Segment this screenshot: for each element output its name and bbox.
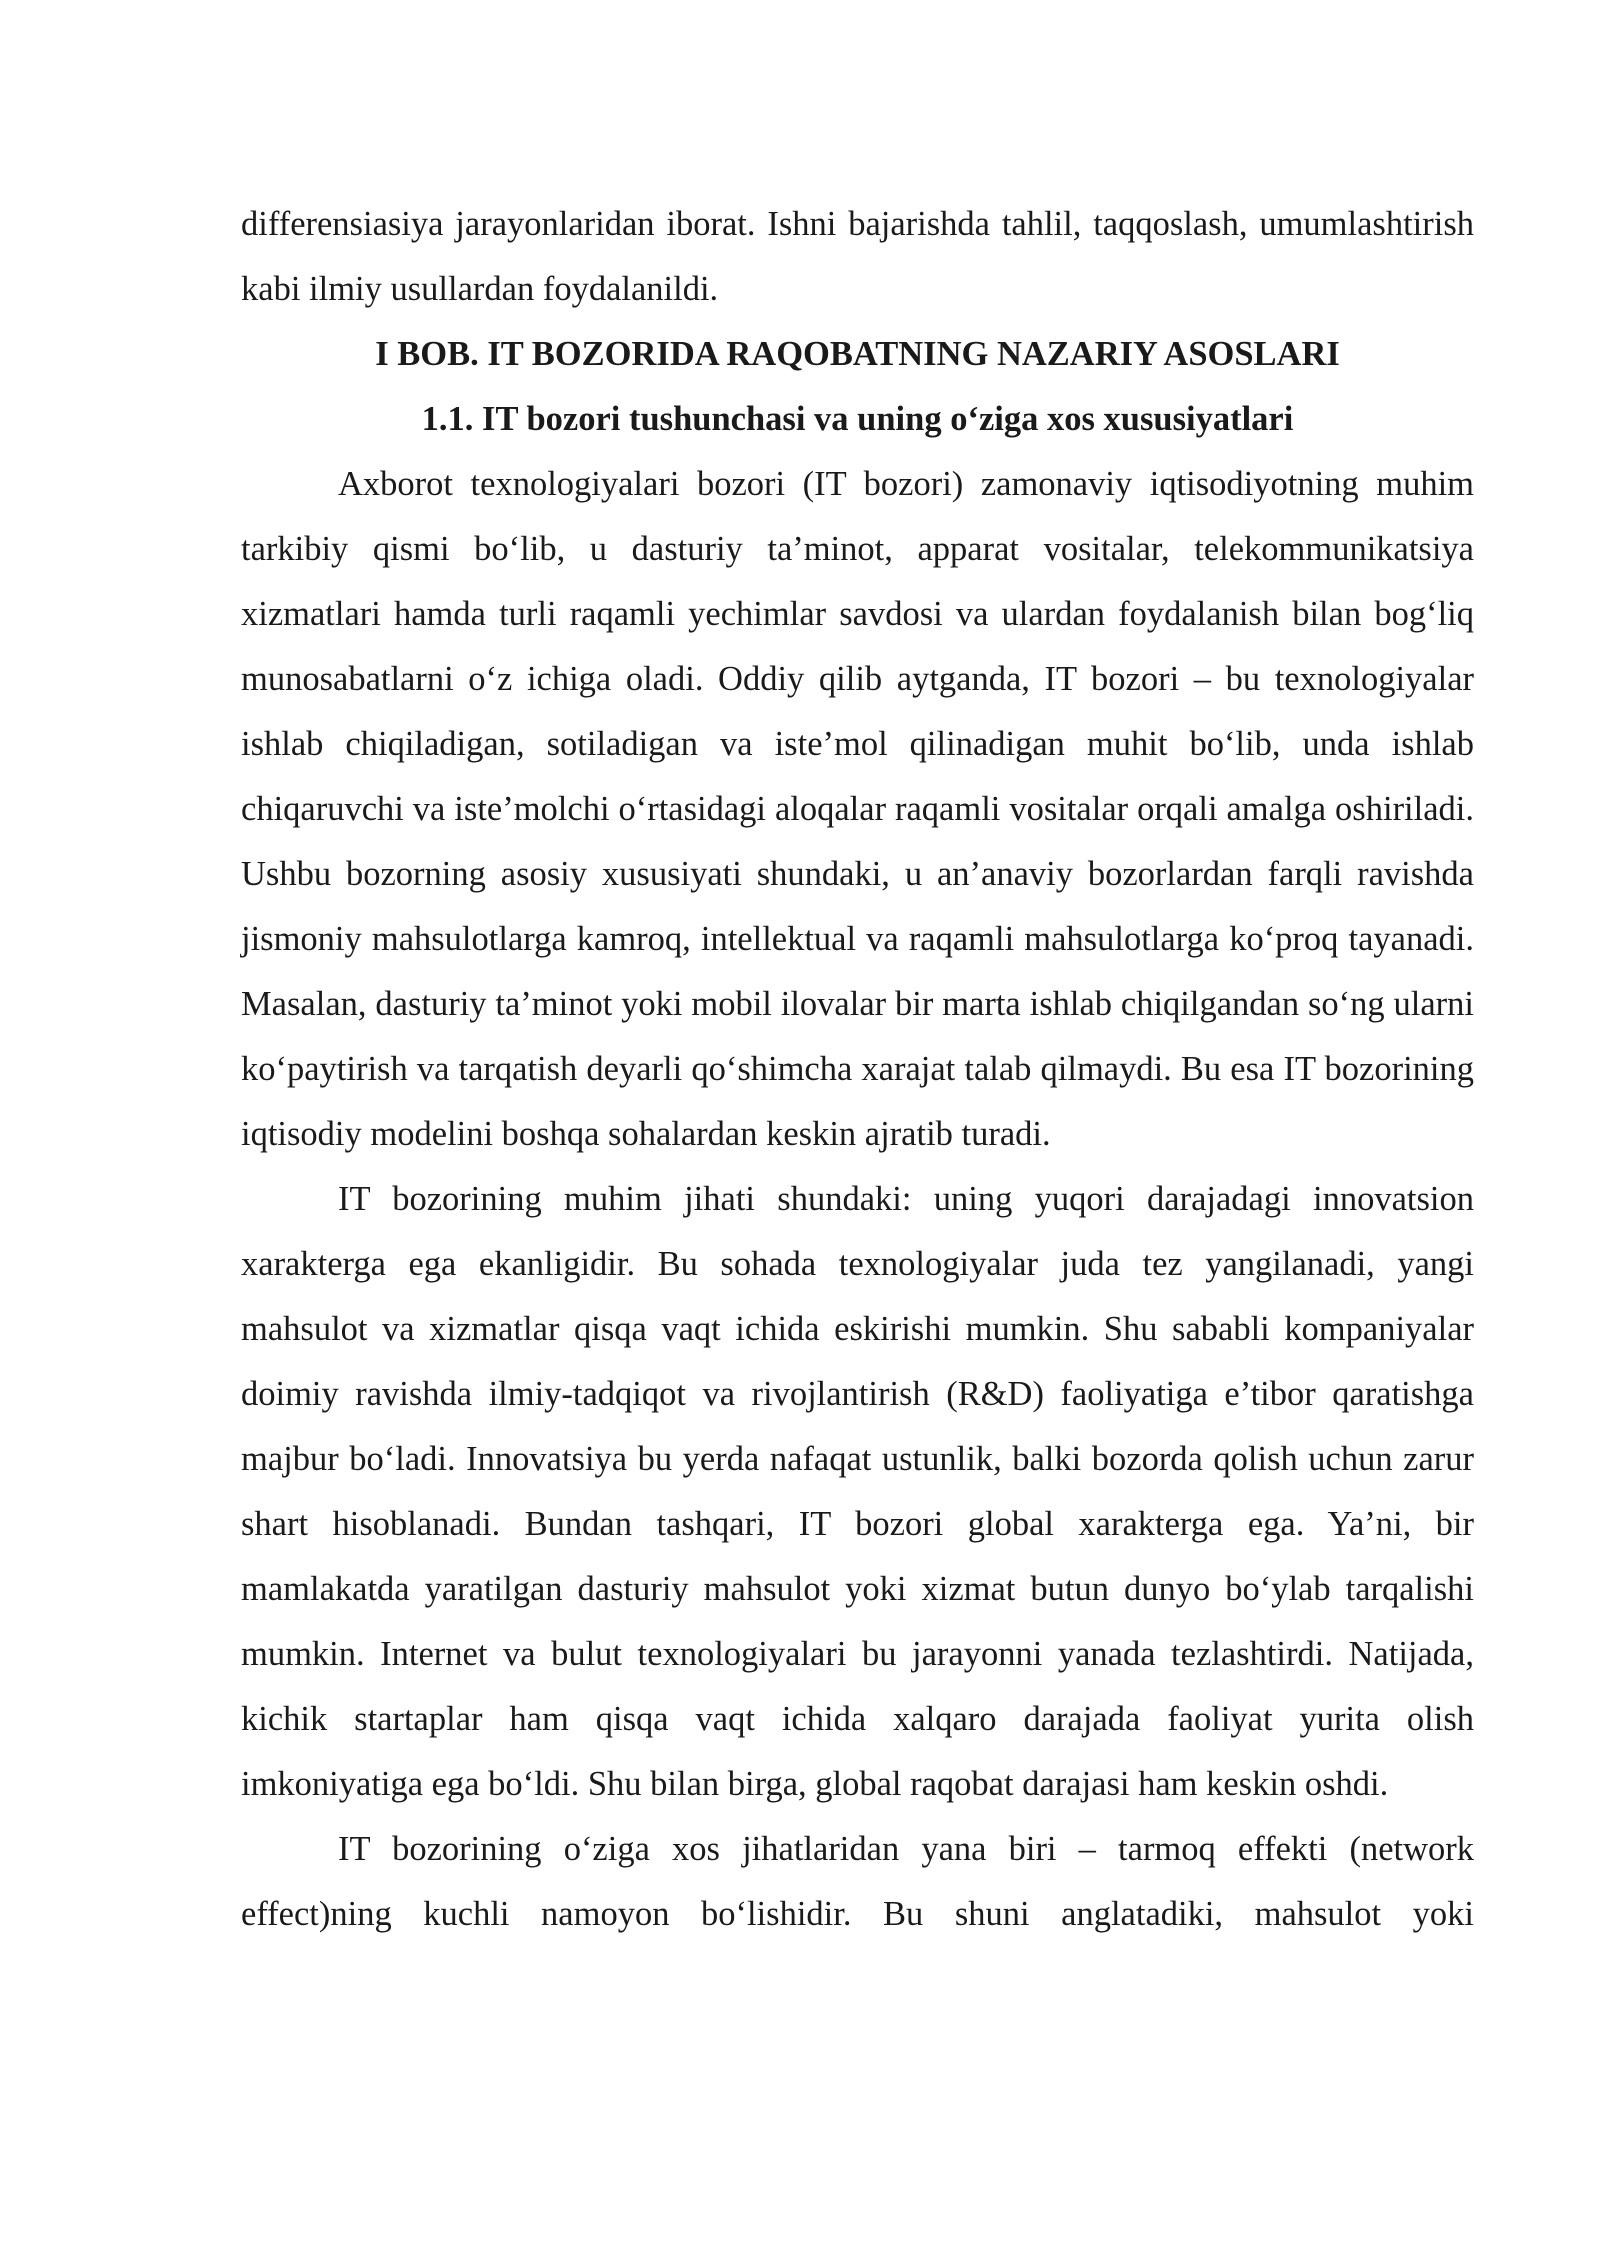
document-body: [241, 192, 1474, 1947]
paragraph-intro-end: differensiasiya jarayonlaridan iborat. Ishni bajarishda tahlil, taqqoslash, umumlashtirish kabi ilmiy usullardan foydalanildi.: [241, 205, 1474, 308]
section-title: 1.1. IT bozori tushunchasi va uning o‘ziga xos xususiyatlari: [421, 400, 1294, 438]
paragraph-innovation: IT bozorining muhim jihati shundaki: uning yuqori darajadagi innovatsion xarakterga ega ekanligidir. Bu sohada texnologiyalar juda tez yangilanadi, yangi mahsulot va xizmatlar qisqa vaqt ichida eskirishi mumkin. Shu sababli kompaniyalar doimiy ravishda ilmiy-tadqiqot va rivojlantirish (R&D) faoliyatiga e’tibor qaratishga majbur bo‘ladi. Innovatsiya bu yerda nafaqat ustunlik, balki bozorda qolish uchun zarur shart hisoblanadi. Bundan tashqari, IT bozori global xarakterga ega. Ya’ni, bir mamlakatda yaratilgan dasturiy mahsulot yoki xizmat butun dunyo bo‘ylab tarqalishi mumkin. Internet va bulut texnologiyalari bu jarayonni yanada tezlashtirdi. Natijada, kichik startaplar ham qisqa vaqt ichida xalqaro darajada faoliyat yurita olish imkoniyatiga ega bo‘ldi. Shu bilan birga, global raqobat darajasi ham keskin oshdi.: [241, 1180, 1474, 1803]
chapter-title: I BOB. IT BOZORIDA RAQOBATNING NAZARIY ASOSLARI: [375, 335, 1340, 373]
paragraph-it-market-definition: Axborot texnologiyalari bozori (IT bozori) zamonaviy iqtisodiyotning muhim tarkibiy qismi bo‘lib, u dasturiy ta’minot, apparat vositalar, telekommunikatsiya xizmatlari hamda turli raqamli yechimlar savdosi va ulardan foydalanish bilan bog‘liq munosabatlarni o‘z ichiga oladi. Oddiy qilib aytganda, IT bozori – bu texnologiyalar ishlab chiqiladigan, sotiladigan va iste’mol qilinadigan muhit bo‘lib, unda ishlab chiqaruvchi va iste’molchi o‘rtasidagi aloqalar raqamli vositalar orqali amalga oshiriladi. Ushbu bozorning asosiy xususiyati shundaki, u an’anaviy bozorlardan farqli ravishda jismoniy mahsulotlarga kamroq, intellektual va raqamli mahsulotlarga ko‘proq tayanadi. Masalan, dasturiy ta’minot yoki mobil ilovalar bir marta ishlab chiqilgandan so‘ng ularni ko‘paytirish va tarqatish deyarli qo‘shimcha xarajat talab qilmaydi. Bu esa IT bozorining iqtisodiy modelini boshqa sohalardan keskin ajratib turadi.: [241, 465, 1474, 1153]
paragraph-network-effect: IT bozorining o‘ziga xos jihatlaridan yana biri – tarmoq effekti (network effect)ning kuchli namoyon bo‘lishidir. Bu shuni anglatadiki, mahsulot yoki: [241, 1830, 1474, 1933]
